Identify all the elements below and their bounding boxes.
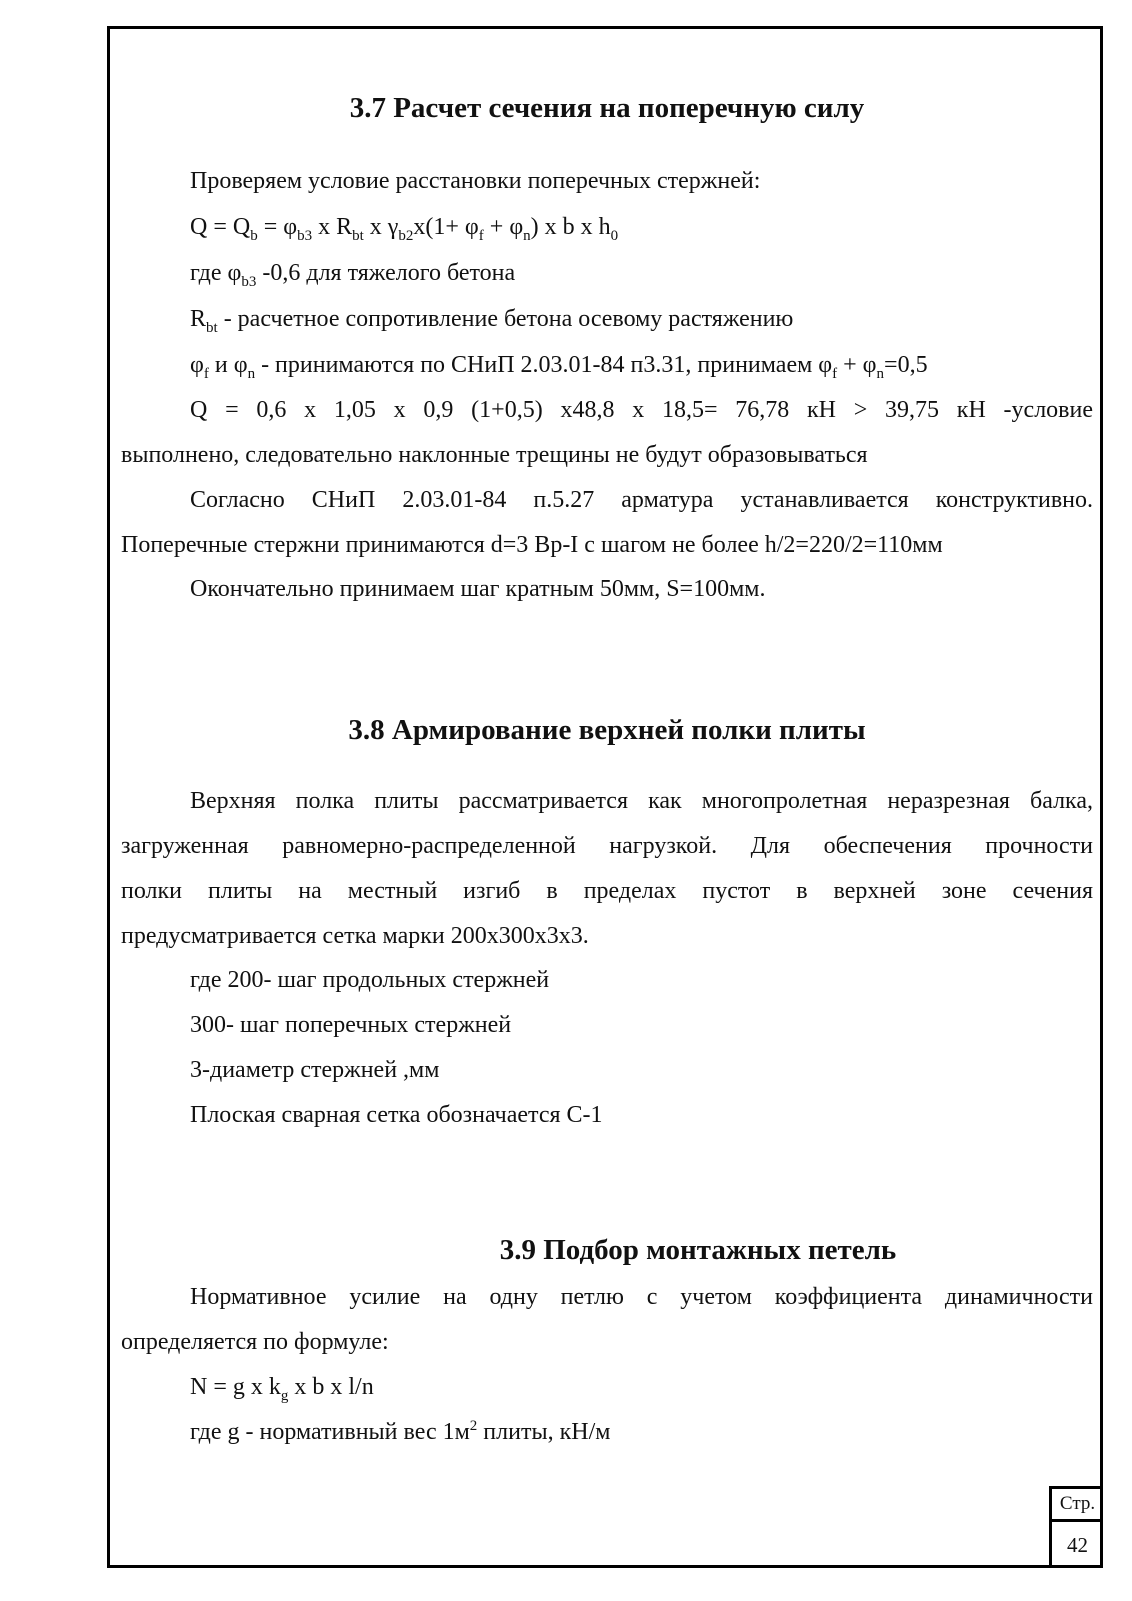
text-line: где 200- шаг продольных стержней <box>190 967 550 993</box>
text-line: Верхняя полка плиты рассматривается как многопролетная неразрезная балка, <box>190 788 1093 814</box>
text-line: выполнено, следовательно наклонные трещины не будут образовываться <box>121 442 868 468</box>
section-3-7-title: 3.7 Расчет сечения на поперечную силу <box>349 92 865 124</box>
text-line: где $\varphi_{b3}$ -0,6 для тяжелого бетона <box>190 260 516 290</box>
page-number-stamp <box>1049 1486 1103 1568</box>
page-number: 42 <box>1067 1533 1088 1557</box>
text-line: загруженная равномерно-распределенной нагрузкой. Для обеспечения прочности <box>121 833 1093 859</box>
text-line: 3-диаметр стержней ,мм <box>190 1057 440 1083</box>
text-line: Нормативное усилие на одну петлю с учетом коэффициента динамичности <box>190 1284 1093 1310</box>
text-line: определяется по формуле: <box>121 1329 389 1355</box>
text-line: предусматривается сетка марки 200x300x3x3. <box>121 923 589 949</box>
text-line: $R_{bt}$ - расчетное сопротивление бетона осевому растяжению <box>190 306 794 336</box>
page-label: Стр. <box>1052 1489 1103 1522</box>
formula-n: N = g x $k_g$ x b x l/n <box>190 1374 374 1404</box>
text-line: где g - нормативный вес $1м^2$ плиты, кН/м <box>190 1418 611 1445</box>
text-line: полки плиты на местный изгиб в пределах пустот в верхней зоне сечения <box>121 878 1093 904</box>
text-line: Согласно СНиП 2.03.01-84 п.5.27 арматура устанавливается конструктивно. <box>190 487 1093 513</box>
section-3-9-title: 3.9 Подбор монтажных петель <box>499 1234 897 1266</box>
text-line: $\varphi_f$ и $\varphi_n$ - принимаются по СНиП 2.03.01-84 п3.31, принимаем $\varphi_f + \varphi_n=0,5$ <box>190 352 928 382</box>
text-line: Проверяем условие расстановки поперечных стержней: <box>190 168 761 194</box>
text-line: Плоская сварная сетка обозначается С-1 <box>190 1102 603 1128</box>
formula-q: $Q = Q_b = \varphi_{b3}$ x $R_{bt}$ x $\gamma_{b2}x(1+ \varphi_f + \varphi_n)$ x b x $h_0$ <box>190 214 619 244</box>
text-line: 300- шаг поперечных стержней <box>190 1012 512 1038</box>
section-3-8-title: 3.8 Армирование верхней полки плиты <box>348 714 866 746</box>
text-line: Окончательно принимаем шаг кратным 50мм, S=100мм. <box>190 576 766 602</box>
text-line: Поперечные стержни принимаются d=3 Вр-I с шагом не более h/2=220/2=110мм <box>121 532 943 558</box>
text-line: Q = 0,6 x 1,05 x 0,9 (1+0,5) x48,8 x 18,5= 76,78 кН > 39,75 кН -условие <box>190 397 1093 423</box>
